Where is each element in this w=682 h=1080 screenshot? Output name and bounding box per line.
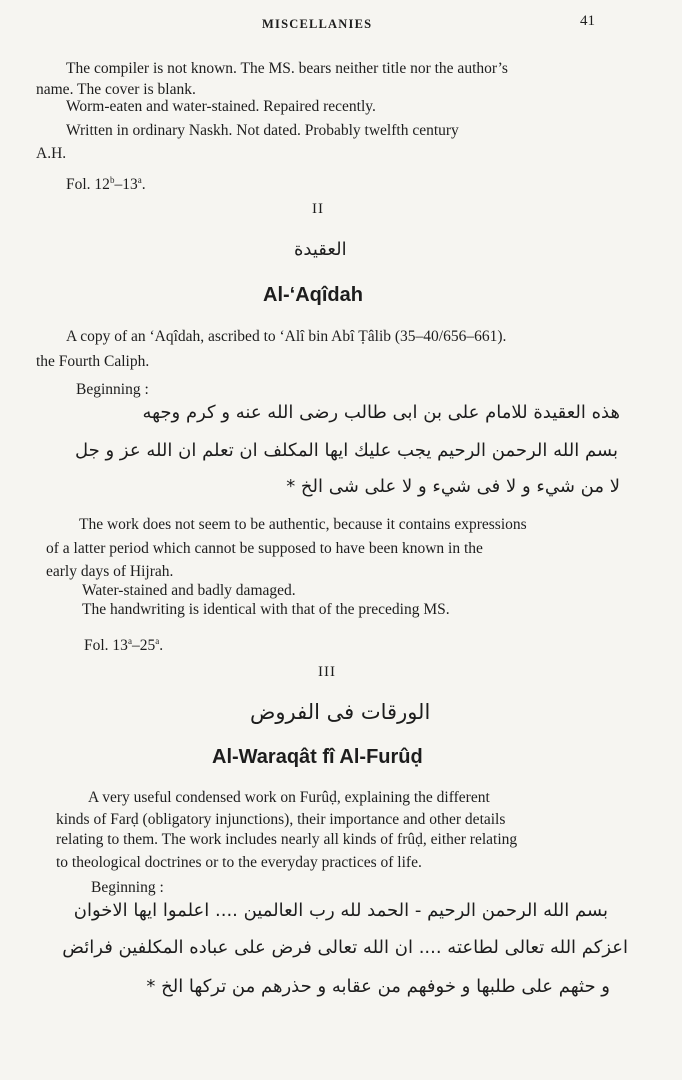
arabic-incipit-line: لا من شيء و لا فى شيء و لا على شى الخ * [286,476,620,497]
arabic-incipit-line: اعزكم الله تعالى لطاعته .... ان الله تعالى فرض على عباده المكلفين فرائض [62,937,628,958]
prev-entry-line: A.H. [36,145,67,162]
section-number: III [318,664,336,680]
section-title: Al-Waraqât fî Al-Furûḍ [212,746,423,768]
arabic-incipit-line: هذه العقيدة للامام على بن ابى طالب رضى الله عنه و كرم وجهه [142,402,620,423]
section-description-line: the Fourth Caliph. [36,353,150,370]
prev-entry-line: name. The cover is blank. [36,81,196,98]
prev-entry-line: The compiler is not known. The MS. bears neither title nor the author’s [66,60,508,77]
section-arabic-title: الورقات فى الفروض [250,700,431,724]
prev-entry-line: Written in ordinary Naskh. Not dated. Probably twelfth century [66,122,459,139]
page-number: 41 [580,13,595,29]
section-folio: Fol. 13$^a$–25$^a$. [84,635,164,654]
section-arabic-title: العقيدة [294,239,347,260]
section-description-line: kinds of Farḍ (obligatory injunctions), their importance and other details [56,811,506,828]
section-note-line: Water-stained and badly damaged. [82,582,296,599]
prev-entry-line: Worm-eaten and water-stained. Repaired recently. [66,98,376,115]
section-note-line: of a latter period which cannot be supposed to have been known in the [46,540,483,557]
arabic-incipit-line: و حثهم على طلبها و خوفهم من عقابه و حذرهم من تركها الخ * [146,976,610,997]
section-note-line: The handwriting is identical with that of the preceding MS. [82,601,450,618]
section-number: II [312,201,324,217]
arabic-incipit-line: بسم الله الرحمن الرحيم يجب عليك ايها المكلف ان تعلم ان الله عز و جل [75,440,618,461]
section-note-line: early days of Hijrah. [46,563,174,580]
running-title: MISCELLANIES [262,17,373,31]
arabic-incipit-line: بسم الله الرحمن الرحيم - الحمد لله رب العالمين .... اعلموا ايها الاخوان [73,900,608,921]
beginning-label: Beginning : [91,879,164,896]
section-title: Al-‘Aqîdah [263,284,363,306]
section-description-line: A copy of an ‘Aqîdah, ascribed to ‘Alî bin Abî Ṭâlib (35–40/656–661). [66,328,507,345]
section-note-line: The work does not seem to be authentic, because it contains expressions [79,516,527,533]
section-description-line: A very useful condensed work on Furûḍ, explaining the different [88,789,490,806]
section-description-line: to theological doctrines or to the everyday practices of life. [56,854,422,871]
prev-entry-folio: Fol. 12$^b$–13$^a$. [66,174,146,193]
section-description-line: relating to them. The work includes nearly all kinds of frûḍ, either relating [56,831,518,848]
beginning-label: Beginning : [76,381,149,398]
